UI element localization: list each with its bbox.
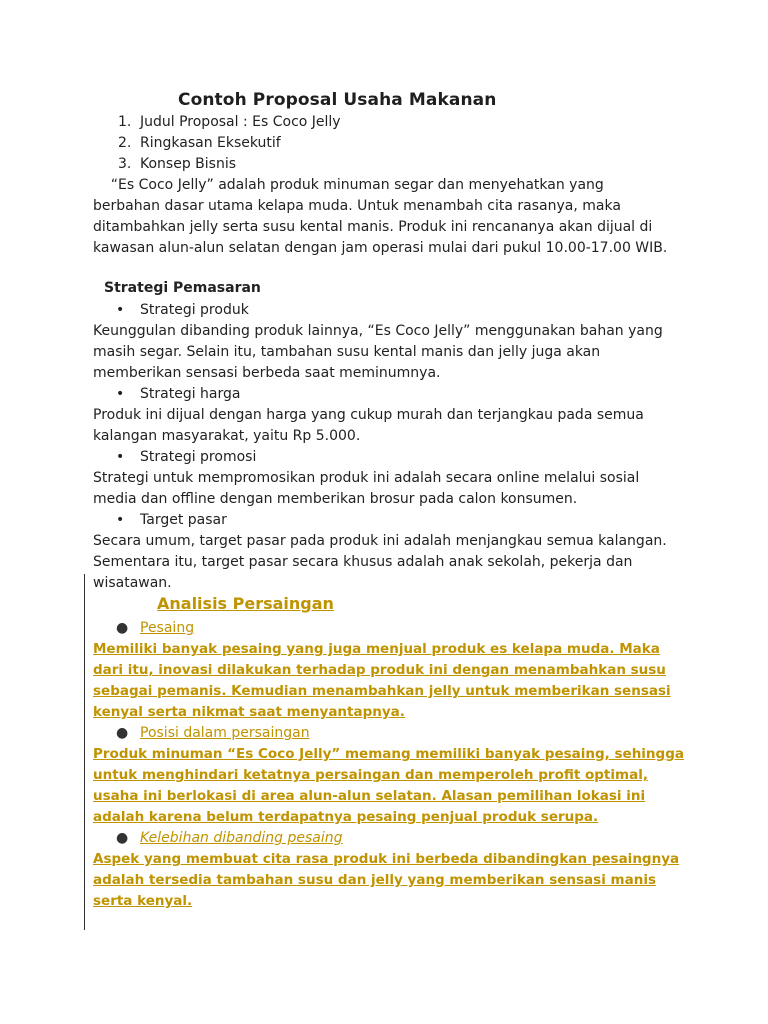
change-bar bbox=[84, 574, 85, 930]
posisi-text: Produk minuman “Es Coco Jelly” memang memiliki banyak pesaing, sehingga untuk menghindari ketatnya persaingan dan memperoleh profit optimal, usaha ini berlokasi di area alun-alun selatan. Alasan pemilihan lokasi ini adalah karena belum terdapatnya pesaing penjual produk serupa. bbox=[93, 746, 684, 825]
bullet-target-pasar: • Target pasar bbox=[116, 510, 227, 531]
bullet-icon: ● bbox=[116, 620, 129, 636]
bullet-icon: • bbox=[116, 449, 125, 465]
list-item-label: Konsep Bisnis bbox=[140, 156, 237, 172]
strategi-produk-text: Keunggulan dibanding produk lainnya, “Es Coco Jelly” menggunakan bahan yang masih segar. Selain itu, tambahan susu kental manis dan jelly juga akan memberikan sensasi berbeda saat meminumnya. bbox=[93, 323, 663, 381]
bullet-pesaing: ● Pesaing bbox=[116, 618, 194, 639]
bullet-strategi-produk: • Strategi produk bbox=[116, 300, 249, 321]
bullet-kelebihan: ● Kelebihan dibanding pesaing bbox=[116, 828, 342, 849]
marketing-heading: Strategi Pemasaran bbox=[104, 280, 261, 296]
strategi-promosi-text: Strategi untuk mempromosikan produk ini adalah secara online melalui sosial media dan offline dengan memberikan brosur pada calon konsumen. bbox=[93, 470, 640, 507]
list-item: 3. Konsep Bisnis bbox=[118, 156, 237, 172]
list-item: 2. Ringkasan Eksekutif bbox=[118, 135, 281, 151]
page-title: Contoh Proposal Usaha Makanan bbox=[178, 90, 497, 110]
bullet-strategi-harga: • Strategi harga bbox=[116, 384, 240, 405]
bullet-posisi: ● Posisi dalam persaingan bbox=[116, 723, 310, 744]
kelebihan-text: Aspek yang membuat cita rasa produk ini berbeda dibandingkan pesaingnya adalah tersedia tambahan susu dan jelly yang memberikan sensasi manis serta kenyal. bbox=[93, 851, 680, 909]
pesaing-text: Memiliki banyak pesaing yang juga menjual produk es kelapa muda. Maka dari itu, inovasi dilakukan terhadap produk ini dengan menambahkan susu sebagai pemanis. Kemudian menambahkan jelly untuk memberikan sensasi kenyal serta nikmat saat menyantapnya. bbox=[93, 641, 671, 720]
concept-paragraph: “Es Coco Jelly” adalah produk minuman segar dan menyehatkan yang berbahan dasar utama kelapa muda. Untuk menambah cita rasanya, maka ditambahkan jelly serta susu kental manis. Produk ini rencananya akan dijual di kawasan alun-alun selatan dengan jam operasi mulai dari pukul 10.00-17.00 WIB. bbox=[93, 177, 668, 256]
bullet-icon: • bbox=[116, 512, 125, 528]
bullet-strategi-promosi: • Strategi promosi bbox=[116, 447, 256, 468]
bullet-icon: • bbox=[116, 386, 125, 402]
strategi-harga-text: Produk ini dijual dengan harga yang cukup murah dan terjangkau pada semua kalangan masyarakat, yaitu Rp 5.000. bbox=[93, 407, 644, 444]
bullet-icon: ● bbox=[116, 830, 129, 846]
list-item: 1. Judul Proposal : Es Coco Jelly bbox=[118, 114, 341, 130]
list-item-label: Judul Proposal : Es Coco Jelly bbox=[140, 114, 341, 130]
bullet-icon: • bbox=[116, 302, 125, 318]
competition-heading: Analisis Persaingan bbox=[157, 594, 334, 613]
list-item-label: Ringkasan Eksekutif bbox=[140, 135, 281, 151]
numbered-list bbox=[118, 112, 341, 175]
bullet-icon: ● bbox=[116, 725, 129, 741]
target-pasar-text: Secara umum, target pasar pada produk ini adalah menjangkau semua kalangan. Sementara itu, target pasar secara khusus adalah anak sekolah, pekerja dan wisatawan. bbox=[93, 533, 667, 591]
